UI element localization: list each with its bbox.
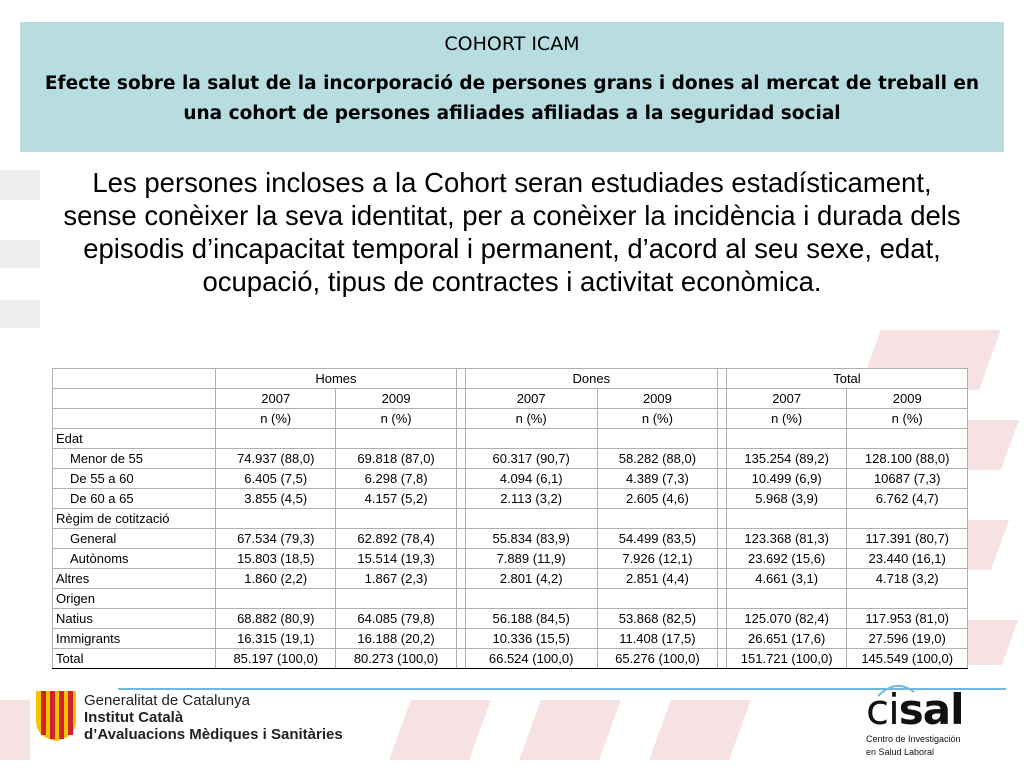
table-cell [597,429,717,449]
table-cell: 62.892 (78,4) [336,529,456,549]
table-row [53,629,968,649]
gencat-institution [84,692,343,743]
table-cell [216,589,336,609]
gap-cell [456,569,465,589]
table-cell: 2.851 (4,4) [597,569,717,589]
table-cell: 2.801 (4,2) [465,569,597,589]
table-cell: 1.860 (2,2) [216,569,336,589]
table-cell: 4.094 (6,1) [465,469,597,489]
table-cell [465,509,597,529]
gap-cell [456,529,465,549]
table-cell: 68.882 (80,9) [216,609,336,629]
gap-cell [456,649,465,669]
gencat-line1: Generalitat de Catalunya [84,692,250,709]
table-row [53,529,968,549]
table-header-units [53,409,968,429]
unit-header: n (%) [847,409,968,429]
table-row [53,509,968,529]
table-cell: 65.276 (100,0) [597,649,717,669]
table-cell: 6.762 (4,7) [847,489,968,509]
table-cell [216,429,336,449]
gap-cell [718,509,727,529]
table-cell: 56.188 (84,5) [465,609,597,629]
row-label: De 55 a 60 [53,469,216,489]
gap-cell [718,609,727,629]
table-header-groups [53,369,968,389]
table-cell: 27.596 (19,0) [847,629,968,649]
gap-cell [456,629,465,649]
table-cell: 125.070 (82,4) [726,609,847,629]
table-cell [847,509,968,529]
gap-cell [456,409,465,429]
gap-cell [456,589,465,609]
table-cell: 6.405 (7,5) [216,469,336,489]
table-cell: 85.197 (100,0) [216,649,336,669]
gap-cell [718,389,727,409]
year-header: 2009 [847,389,968,409]
table-cell: 10687 (7,3) [847,469,968,489]
table-row [53,609,968,629]
table-cell: 5.968 (3,9) [726,489,847,509]
table-cell: 6.298 (7,8) [336,469,456,489]
gencat-line2: Institut Català [84,709,184,726]
year-header: 2009 [597,389,717,409]
gap-cell [456,489,465,509]
gap-cell [718,529,727,549]
row-label: Immigrants [53,629,216,649]
table-cell: 4.157 (5,2) [336,489,456,509]
table-row [53,429,968,449]
unit-header: n (%) [726,409,847,429]
table-cell: 54.499 (83,5) [597,529,717,549]
table-cell: 145.549 (100,0) [847,649,968,669]
table-cell: 26.651 (17,6) [726,629,847,649]
group-header-homes: Homes [216,369,457,389]
year-header: 2009 [336,389,456,409]
table-cell: 2.113 (3,2) [465,489,597,509]
row-label: Total [53,649,216,669]
gap-cell [718,549,727,569]
table-cell: 123.368 (81,3) [726,529,847,549]
gap-cell [456,429,465,449]
header-box [20,22,1004,152]
empty-cell [53,389,216,409]
row-label: Altres [53,569,216,589]
year-header: 2007 [726,389,847,409]
row-label: Origen [53,589,216,609]
gap-cell [718,469,727,489]
table-row [53,489,968,509]
year-header: 2007 [465,389,597,409]
table-cell: 23.692 (15,6) [726,549,847,569]
gap-cell [456,389,465,409]
cisal-subtitle-2: en Salud Laboral [866,747,935,757]
row-label: General [53,529,216,549]
table-row [53,449,968,469]
table-cell: 15.514 (19,3) [336,549,456,569]
empty-cell [53,369,216,389]
table-row [53,569,968,589]
table-cell: 53.868 (82,5) [597,609,717,629]
gap-cell [718,569,727,589]
cohort-table [52,368,968,669]
table-cell: 128.100 (88,0) [847,449,968,469]
unit-header: n (%) [597,409,717,429]
year-header: 2007 [216,389,336,409]
table-cell: 16.315 (19,1) [216,629,336,649]
table-cell [726,509,847,529]
table-cell: 1.867 (2,3) [336,569,456,589]
table-cell [597,589,717,609]
cisal-ci: ci [866,685,899,734]
table-cell [597,509,717,529]
table-cell: 117.391 (80,7) [847,529,968,549]
table-cell [847,429,968,449]
gap-cell [718,649,727,669]
gencat-line3: d’Avaluacions Mèdiques i Sanitàries [84,726,343,743]
row-label: Edat [53,429,216,449]
table-cell: 151.721 (100,0) [726,649,847,669]
table-cell: 15.803 (18,5) [216,549,336,569]
table-cell: 80.273 (100,0) [336,649,456,669]
table-cell: 66.524 (100,0) [465,649,597,669]
page-subtitle: Efecte sobre la salut de la incorporació de persones grans i dones al mercat de treball en una cohort de persones afiliades afiliadas a la seguridad social [44,73,980,124]
table-cell: 11.408 (17,5) [597,629,717,649]
table-cell: 2.605 (4,6) [597,489,717,509]
table-row [53,549,968,569]
table-cell: 7.889 (11,9) [465,549,597,569]
unit-header: n (%) [465,409,597,429]
table-cell [336,589,456,609]
table-cell: 74.937 (88,0) [216,449,336,469]
table-cell: 4.718 (3,2) [847,569,968,589]
table-cell: 60.317 (90,7) [465,449,597,469]
gencat-shield-icon [36,691,76,741]
table-cell: 7.926 (12,1) [597,549,717,569]
table-cell [336,429,456,449]
table-cell [336,509,456,529]
table-cell [465,429,597,449]
table-cell [465,589,597,609]
table-cell: 3.855 (4,5) [216,489,336,509]
group-header-dones: Dones [465,369,717,389]
gap-cell [456,509,465,529]
row-label: Menor de 55 [53,449,216,469]
row-label: Natius [53,609,216,629]
row-label: De 60 a 65 [53,489,216,509]
table-cell [847,589,968,609]
table-cell: 10.336 (15,5) [465,629,597,649]
gap-cell [718,629,727,649]
group-header-total: Total [726,369,967,389]
cisal-subtitle-1: Centro de Investigación [866,734,961,744]
cisal-arc-icon [876,682,916,698]
gap-cell [456,369,465,389]
table-row [53,649,968,669]
intro-paragraph: Les persones incloses a la Cohort seran estudiades estadísticament, sense conèixer la seva identitat, per a conèixer la incidència i durada dels episodis d’incapacitat temporal i permanent, d’acord al seu sexe, edat, ocupació, tipus de contractes i activitat econòmica. [63,167,961,297]
table-cell [726,429,847,449]
table-cell: 4.661 (3,1) [726,569,847,589]
unit-header: n (%) [336,409,456,429]
table-cell: 4.389 (7,3) [597,469,717,489]
gap-cell [718,369,727,389]
table-cell: 16.188 (20,2) [336,629,456,649]
cisal-sal: sal [898,685,964,734]
empty-cell [53,409,216,429]
gap-cell [718,589,727,609]
gap-cell [456,469,465,489]
gap-cell [456,609,465,629]
table-cell: 23.440 (16,1) [847,549,968,569]
cisal-logo [866,685,964,758]
gap-cell [718,429,727,449]
table-cell [726,589,847,609]
gap-cell [456,549,465,569]
gap-cell [718,489,727,509]
table-cell: 58.282 (88,0) [597,449,717,469]
table-cell: 67.534 (79,3) [216,529,336,549]
table-header-years [53,389,968,409]
row-label: Règim de cotització [53,509,216,529]
table-cell: 55.834 (83,9) [465,529,597,549]
unit-header: n (%) [216,409,336,429]
gap-cell [718,449,727,469]
row-label: Autònoms [53,549,216,569]
table-cell: 64.085 (79,8) [336,609,456,629]
gap-cell [456,449,465,469]
gap-cell [718,409,727,429]
table-cell: 135.254 (89,2) [726,449,847,469]
table-cell: 117.953 (81,0) [847,609,968,629]
table-cell: 69.818 (87,0) [336,449,456,469]
table-row [53,589,968,609]
table-row [53,469,968,489]
table-cell [216,509,336,529]
page-title: COHORT ICAM [444,33,580,55]
table-cell: 10.499 (6,9) [726,469,847,489]
table-body [53,369,968,669]
